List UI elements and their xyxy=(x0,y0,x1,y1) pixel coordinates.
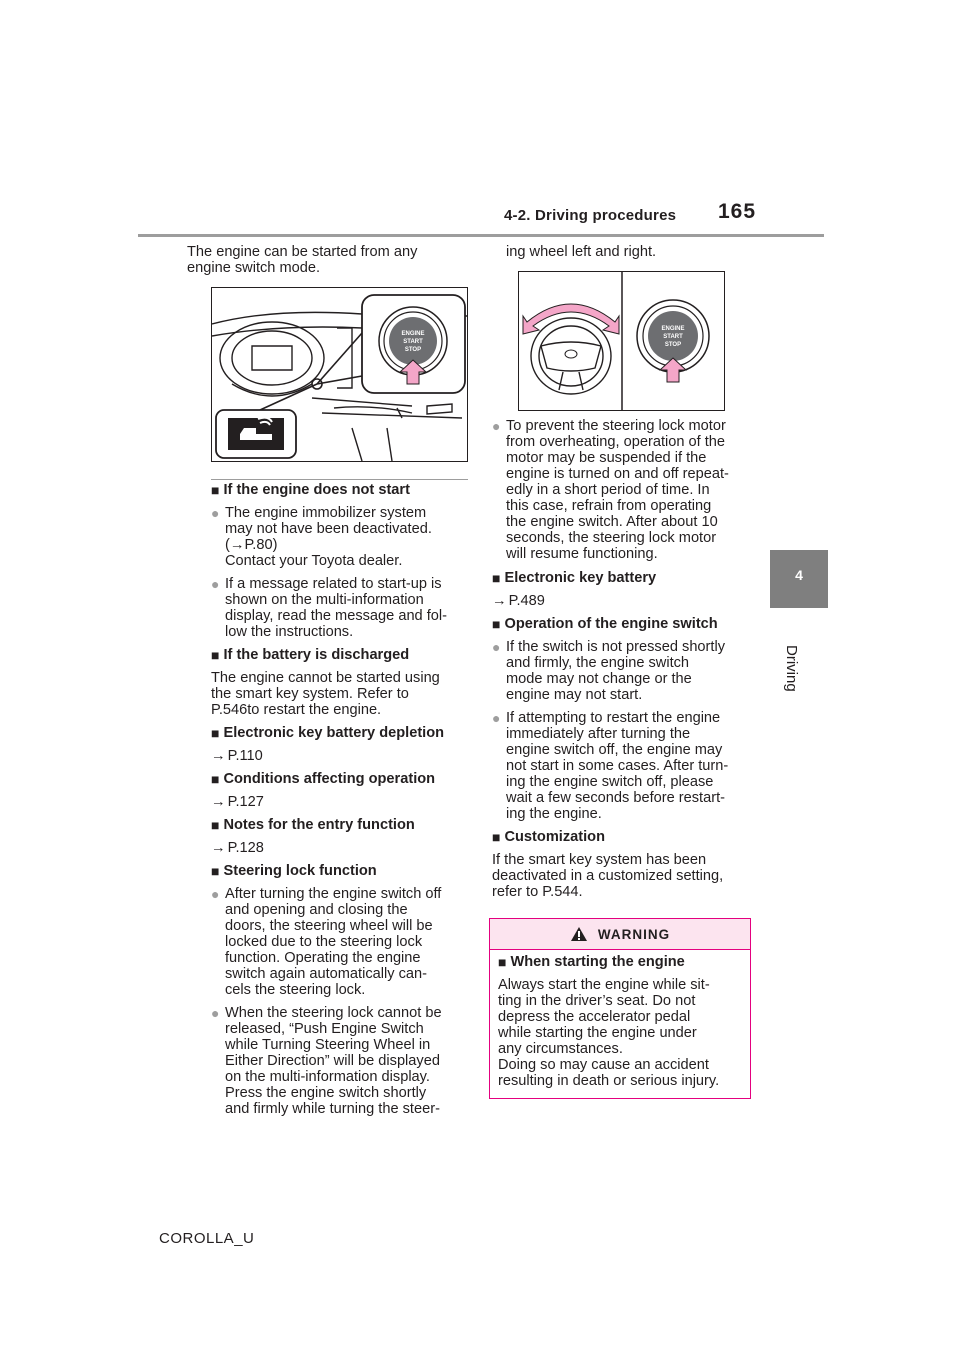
heading-engine-not-start: ■ If the engine does not start xyxy=(211,482,410,498)
heading-customization: ■ Customization xyxy=(492,829,606,845)
warning-triangle-icon xyxy=(570,926,588,942)
chapter-number: 4 xyxy=(795,567,803,583)
rotate-arrow-icon xyxy=(523,304,619,334)
header-divider xyxy=(138,234,824,237)
fig1-btn-line1: ENGINE xyxy=(401,331,425,337)
fig1-btn-line3: STOP xyxy=(404,347,422,353)
chapter-label: Driving xyxy=(783,645,800,692)
ref-conditions[interactable]: → P.127 xyxy=(211,794,264,810)
ref-entry-notes[interactable]: → P.128 xyxy=(211,840,264,856)
bullet-immobilizer: ● The engine immobilizer system may not have been deactivated. (→P.80) Contact your Toyota dealer. xyxy=(211,505,432,569)
cockpit-illustration xyxy=(212,288,467,461)
heading-operation-engine-switch: ■ Operation of the engine switch xyxy=(492,616,718,632)
heading-key-battery-depletion: ■ Electronic key battery depletion xyxy=(211,725,445,741)
intro-text xyxy=(187,244,472,276)
ref-electronic-key-battery[interactable]: → P.489 xyxy=(492,593,545,609)
continuation-text: ing wheel left and right. xyxy=(506,244,657,260)
warning-body xyxy=(490,950,750,1089)
customization-text: If the smart key system has been deactivated in a customized setting, refer to P.544. xyxy=(492,852,724,900)
fig2-btn-line2: START xyxy=(663,334,683,340)
arrow-right-icon: → xyxy=(211,748,226,764)
battery-discharged-text: The engine cannot be started using the smart key system. Refer to P.546to restart the engine. xyxy=(211,670,440,718)
bullet-switch-press: ● If the switch is not pressed shortly and firmly, the engine switch mode may not change or the engine may not start. xyxy=(492,639,725,703)
page-number: 165 xyxy=(718,200,757,223)
heading-battery-discharged: ■ If the battery is discharged xyxy=(211,647,410,663)
section-title: 4-2. Driving procedures xyxy=(504,207,677,224)
ref-key-battery-depletion[interactable]: → P.110 xyxy=(211,748,263,764)
right-column xyxy=(492,418,762,900)
left-column xyxy=(211,482,476,1117)
arrow-right-icon: → xyxy=(211,794,226,810)
bullet-message: ● If a message related to start-up is shown on the multi-information display, read the message and fol- low the instructions. xyxy=(211,576,448,640)
arrow-right-icon: → xyxy=(492,593,507,609)
bullet-steering-lock-1: ● After turning the engine switch off and opening and closing the doors, the steering wheel will be locked due to the steering lock function. Operating the engine switch again automatically can- cels the steering lock. xyxy=(211,886,442,998)
fig2-btn-line1: ENGINE xyxy=(661,326,685,332)
warning-label: WARNING xyxy=(597,926,671,942)
warning-text: Always start the engine while sit- ting in the driver’s seat. Do not depress the accelerator pedal while starting the engine under any circumstances. Doing so may cause an accident resulting in death or serious injury. xyxy=(498,977,720,1089)
fig2-btn-line3: STOP xyxy=(664,342,682,348)
figure-steering-wheel xyxy=(518,271,725,411)
bullet-motor-overheating: ● To prevent the steering lock motor from overheating, operation of the motor may be suspended if the engine is turned on and off repeat- edly in a short period of time. In this case, refrain from operating the engine switch. After about 10 seconds, the steering lock motor will resume functioning. xyxy=(492,418,729,562)
intro-paragraph: The engine can be started from any engine switch mode. xyxy=(187,244,418,276)
heading-conditions: ■ Conditions affecting operation xyxy=(211,771,436,787)
arrow-right-icon: → xyxy=(211,840,226,856)
warning-header xyxy=(490,919,750,950)
figure-cockpit xyxy=(211,287,468,462)
right-column-continuation xyxy=(506,244,766,260)
figure-divider xyxy=(211,479,468,480)
heading-entry-notes: ■ Notes for the entry function xyxy=(211,817,415,833)
bullet-steering-lock-2: ● When the steering lock cannot be released, “Push Engine Switch while Turning Steering Wheel in Either Direction” will be displayed on the multi-information display. Press the engine switch shortly and firmly while turning the steer- xyxy=(211,1005,442,1117)
fig1-btn-line2: START xyxy=(403,339,423,345)
warning-title: ■ When starting the engine xyxy=(498,954,685,970)
steering-wheel-illustration xyxy=(519,272,724,410)
warning-box xyxy=(489,918,751,1099)
bullet-restart: ● If attempting to restart the engine immediately after turning the engine switch off, the engine may not start in some cases. After turn- ing the engine switch off, please wait a few seconds before restart- ing the engine. xyxy=(492,710,729,822)
heading-electronic-key-battery: ■ Electronic key battery xyxy=(492,570,657,586)
footer-model: COROLLA_U xyxy=(159,1230,255,1247)
heading-steering-lock: ■ Steering lock function xyxy=(211,863,377,879)
